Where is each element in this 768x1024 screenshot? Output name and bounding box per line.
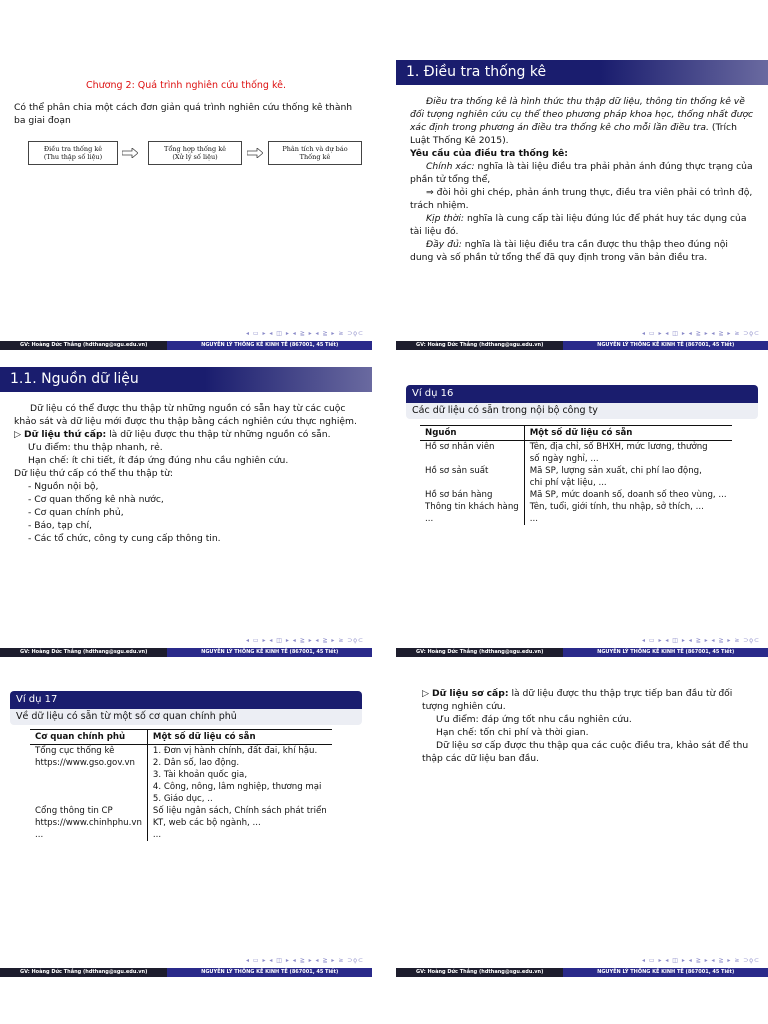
- table-cell-data: [524, 501, 731, 513]
- term-timely: Kịp thời:: [426, 213, 465, 224]
- list-item: - Cơ quan thống kê nhà nước,: [28, 494, 164, 505]
- secondary-cons: Hạn chế: ít chi tiết, ít đáp ứng đúng nhu cầu nghiên cứu.: [28, 455, 289, 466]
- cell-line: Tổng cục thống kê: [35, 746, 115, 756]
- beamer-nav-icons[interactable]: ◂ ▭ ▸ ◂ ◫ ▸ ◂ ≧ ▸ ◂ ≧ ▸ ≥ ⊃ϙ⊂: [641, 957, 760, 964]
- cell-line: ...: [529, 514, 538, 524]
- footer-author: GV: Hoàng Dức Thắng (hdthang@sgu.edu.vn): [0, 648, 167, 657]
- table-row: [30, 829, 332, 841]
- beamer-nav-icons[interactable]: ◂ ▭ ▸ ◂ ◫ ▸ ◂ ≧ ▸ ◂ ≧ ▸ ≥ ⊃ϙ⊂: [641, 637, 760, 644]
- table-cell-source: [30, 829, 147, 841]
- timely-text: nghĩa là cung cấp tài liệu đúng lúc để phát huy tác dụng của tài liệu đó.: [410, 213, 747, 237]
- triangle-bullet-icon: ▷: [422, 688, 432, 699]
- footer-course: NGUYÊN LÝ THỐNG KÊ KINH TẾ (867001, 45 Tiết): [563, 648, 768, 657]
- slide-footer: [0, 968, 372, 977]
- table-cell-data: [524, 489, 731, 501]
- cell-line: 4. Công, nông, lâm nghiệp, thương mại: [152, 782, 322, 792]
- cell-line: 5. Giáo dục, ..: [152, 794, 213, 804]
- list-item: - Nguồn nội bộ,: [28, 481, 99, 492]
- slide-title: 1.1. Nguồn dữ liệu: [0, 367, 372, 392]
- cell-line: ...: [35, 830, 44, 840]
- slide-2: [396, 60, 768, 350]
- table-header: Một số dữ liệu có sẵn: [524, 426, 731, 441]
- cell-line: Mã SP, mức doanh số, doanh số theo vùng, ...: [529, 490, 727, 500]
- accurate-text: nghĩa là tài liệu điều tra phải phản ánh đúng thực trạng của phần tử tổng thể,: [410, 161, 753, 185]
- table-header: Cơ quan chính phủ: [30, 730, 147, 745]
- slide-3: [0, 367, 372, 657]
- slide-footer: [396, 968, 768, 977]
- table-cell-source: [420, 465, 524, 489]
- table-row: [420, 441, 732, 466]
- example-description: Về dữ liệu có sẵn từ một số cơ quan chính phủ: [10, 709, 362, 725]
- slide1-intro: Có thể phân chia một cách đơn giản quá trình nghiên cứu thống kê thành ba giai đoạn: [14, 102, 353, 126]
- footer-course: NGUYÊN LÝ THỐNG KÊ KINH TẾ (867001, 45 Tiết): [563, 968, 768, 977]
- definition-text: Điều tra thống kê là hình thức thu thập dữ liệu, thông tin thống kê về đối tượng nghiên cứu cụ thể theo phương pháp khoa học, thống nhất được xác định trong phương án điều tra thống kê cho mỗi lần điều tra.: [410, 96, 754, 133]
- cell-line: Số liệu ngân sách, Chính sách phát triển: [152, 806, 327, 816]
- cell-line: [35, 769, 142, 781]
- primary-note: Dữ liệu sơ cấp được thu thập qua các cuộc điều tra, khảo sát để thu thập các dữ liệu ban đầu.: [422, 740, 749, 764]
- term-complete: Đầy đủ:: [426, 239, 462, 250]
- requirements-heading: Yêu cầu của điều tra thống kê:: [410, 148, 568, 159]
- table-cell-data: [147, 805, 331, 829]
- cell-line: Tên, địa chỉ, số BHXH, mức lương, thưởng: [529, 442, 708, 452]
- flow-step-3: [268, 141, 362, 165]
- table-cell-source: [420, 501, 524, 513]
- table-cell-data: [524, 465, 731, 489]
- list-item: - Báo, tạp chí,: [28, 520, 92, 531]
- table-cell-source: [420, 441, 524, 466]
- table-row: [30, 745, 332, 806]
- example-block: [10, 691, 362, 725]
- cell-line: 1. Đơn vị hành chính, đất đai, khí hậu.: [152, 746, 318, 756]
- arrow-right-icon: [247, 148, 263, 158]
- table-row: [420, 465, 732, 489]
- slide-5: [0, 687, 372, 977]
- cell-line: Cổng thông tin CP: [35, 806, 113, 816]
- cell-line: Hồ sơ bán hàng: [425, 490, 493, 500]
- table-cell-source: [30, 745, 147, 806]
- cell-line: [35, 793, 142, 805]
- cell-line: chi phí vật liệu, ...: [529, 478, 607, 488]
- cell-line: https://www.gso.gov.vn: [35, 758, 135, 768]
- triangle-bullet-icon: ▷: [14, 429, 24, 440]
- example-title: Ví dụ 17: [10, 691, 362, 709]
- flow-step-1-subtitle: (Thu thập số liệu): [43, 153, 103, 161]
- data-table: [30, 729, 332, 841]
- term-secondary: Dữ liệu thứ cấp:: [24, 429, 107, 440]
- secondary-text: là dữ liệu được thu thập từ những nguồn có sẵn.: [109, 429, 331, 440]
- cell-line: Hồ sơ sản suất: [425, 466, 489, 476]
- process-flowchart: [0, 141, 372, 181]
- sources-intro: Dữ liệu thứ cấp có thể thu thập từ:: [14, 468, 174, 479]
- flow-step-3-title: Phân tích và dự báo: [282, 145, 348, 153]
- footer-author: GV: Hoàng Dức Thắng (hdthang@sgu.edu.vn): [0, 341, 167, 350]
- complete-text: nghĩa là tài liệu điều tra cần được thu thập theo đúng nội dung và số phần tử tổng thể đã quy định trong văn bản điều tra.: [410, 239, 728, 263]
- slide3-body: [0, 402, 372, 545]
- flow-step-2: [148, 141, 242, 165]
- table-cell-source: [420, 513, 524, 525]
- cell-line: số ngày nghỉ, ...: [529, 454, 599, 464]
- term-accurate: Chính xác:: [426, 161, 475, 172]
- primary-pros: Ưu điểm: đáp ứng tốt nhu cầu nghiên cứu.: [436, 714, 632, 725]
- footer-course: NGUYÊN LÝ THỐNG KÊ KINH TẾ (867001, 45 Tiết): [563, 341, 768, 350]
- citation: (Trích Luật Thống Kê 2015).: [410, 122, 737, 146]
- example-title: Ví dụ 16: [406, 385, 758, 403]
- cell-line: 2. Dân số, lao động.: [152, 758, 240, 768]
- term-primary: Dữ liệu sơ cấp:: [432, 688, 509, 699]
- primary-cons: Hạn chế: tốn chi phí và thời gian.: [436, 727, 589, 738]
- cell-line: Thông tin khách hàng: [425, 502, 519, 512]
- chapter-heading: Chương 2: Quá trình nghiên cứu thống kê.: [85, 80, 287, 91]
- table-cell-source: [30, 805, 147, 829]
- slide2-body: [396, 95, 768, 264]
- table-row: [420, 501, 732, 513]
- list-item: - Các tổ chức, công ty cung cấp thông tin.: [28, 533, 221, 544]
- flow-step-2-title: Tổng hợp thống kê: [163, 145, 227, 153]
- beamer-nav-icons[interactable]: ◂ ▭ ▸ ◂ ◫ ▸ ◂ ≧ ▸ ◂ ≧ ▸ ≥ ⊃ϙ⊂: [641, 330, 760, 337]
- slide3-intro: Dữ liệu có thể được thu thập từ những nguồn có sẵn hay từ các cuộc khảo sát và dữ liệu mới được thu thập bằng cách nghiên cứu thực nghiệm.: [14, 403, 357, 427]
- cell-line: [35, 781, 142, 793]
- table-cell-data: [147, 745, 331, 806]
- cell-line: Mã SP, lượng sản xuất, chi phí lao động,: [529, 466, 702, 476]
- beamer-nav-icons[interactable]: ◂ ▭ ▸ ◂ ◫ ▸ ◂ ≧ ▸ ◂ ≧ ▸ ≥ ⊃ϙ⊂: [245, 957, 364, 964]
- accurate-note: ⇒ đòi hỏi ghi chép, phản ánh trung thực, điều tra viên phải có trình độ, trách nhiệm.: [410, 187, 753, 211]
- footer-author: GV: Hoàng Dức Thắng (hdthang@sgu.edu.vn): [396, 341, 563, 350]
- table-header: Một số dữ liệu có sẵn: [147, 730, 331, 745]
- beamer-nav-icons[interactable]: ◂ ▭ ▸ ◂ ◫ ▸ ◂ ≧ ▸ ◂ ≧ ▸ ≥ ⊃ϙ⊂: [245, 637, 364, 644]
- secondary-pros: Ưu điểm: thu thập nhanh, rẻ.: [28, 442, 163, 453]
- cell-line: ...: [425, 514, 434, 524]
- slide-footer: [396, 648, 768, 657]
- cell-line: ...: [152, 830, 162, 840]
- slide-title: 1. Điều tra thống kê: [396, 60, 768, 85]
- cell-line: KT, web các bộ ngành, ...: [152, 818, 261, 828]
- footer-course: NGUYÊN LÝ THỐNG KÊ KINH TẾ (867001, 45 Tiết): [167, 341, 372, 350]
- slide-footer: [0, 341, 372, 350]
- slide-6: [396, 687, 768, 977]
- example-description: Các dữ liệu có sẵn trong nội bộ công ty: [406, 403, 758, 419]
- cell-line: 3. Tài khoản quốc gia,: [152, 770, 248, 780]
- primary-text: là dữ liệu được thu thập trực tiếp ban đầu từ đối tượng nghiên cứu.: [422, 688, 733, 712]
- slide6-body: [396, 687, 768, 765]
- slide-1: [0, 60, 372, 350]
- footer-course: NGUYÊN LÝ THỐNG KÊ KINH TẾ (867001, 45 Tiết): [167, 968, 372, 977]
- flow-step-2-subtitle: (Xử lý số liệu): [172, 153, 218, 161]
- footer-author: GV: Hoàng Dức Thắng (hdthang@sgu.edu.vn): [396, 648, 563, 657]
- cell-line: Tên, tuổi, giới tính, thu nhập, sở thích, ...: [529, 502, 704, 512]
- footer-course: NGUYÊN LÝ THỐNG KÊ KINH TẾ (867001, 45 Tiết): [167, 648, 372, 657]
- slide-4: [396, 367, 768, 657]
- arrow-right-icon: [122, 148, 138, 158]
- slide-footer: [396, 341, 768, 350]
- table-row: [420, 513, 732, 525]
- beamer-nav-icons[interactable]: ◂ ▭ ▸ ◂ ◫ ▸ ◂ ≧ ▸ ◂ ≧ ▸ ≥ ⊃ϙ⊂: [245, 330, 364, 337]
- flow-step-1: [28, 141, 118, 165]
- table-row: [420, 489, 732, 501]
- flow-step-3-subtitle: Thống kê: [299, 153, 331, 161]
- cell-line: Hồ sơ nhân viên: [425, 442, 495, 452]
- table-row: [30, 805, 332, 829]
- data-table: [420, 425, 732, 525]
- table-cell-source: [420, 489, 524, 501]
- footer-author: GV: Hoàng Dức Thắng (hdthang@sgu.edu.vn): [0, 968, 167, 977]
- list-item: - Cơ quan chính phủ,: [28, 507, 124, 518]
- cell-line: https://www.chinhphu.vn: [35, 818, 142, 828]
- example-block: [406, 385, 758, 419]
- footer-author: GV: Hoàng Dức Thắng (hdthang@sgu.edu.vn): [396, 968, 563, 977]
- table-cell-data: [524, 441, 731, 466]
- table-cell-data: [524, 513, 731, 525]
- slide-footer: [0, 648, 372, 657]
- table-cell-data: [147, 829, 331, 841]
- flow-step-1-title: Điều tra thống kê: [43, 145, 103, 153]
- table-header: Nguồn: [420, 426, 524, 441]
